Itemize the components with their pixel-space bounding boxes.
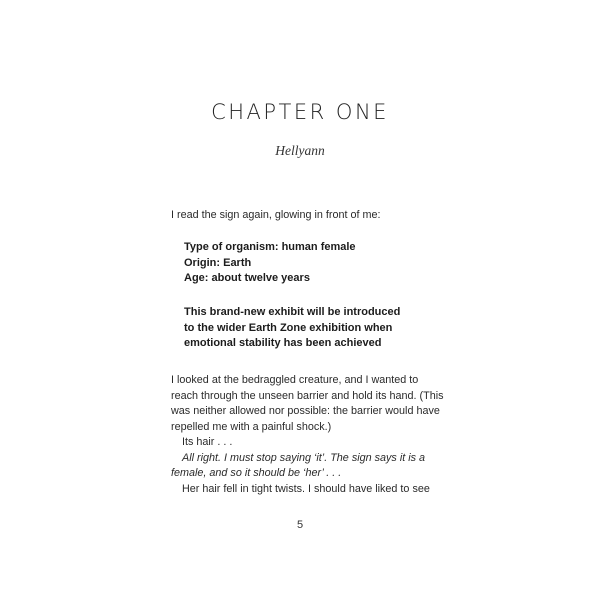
narrative-line: Her hair fell in tight twists. I should have liked to see	[182, 482, 430, 495]
sign-notice-line: emotional stability has been achieved	[184, 337, 382, 350]
narrative-line: female, and so it should be ‘her’ . . .	[171, 467, 342, 479]
narrative-line: Its hair . . .	[182, 436, 233, 448]
sign-notice-line: This brand-new exhibit will be introduced	[184, 306, 401, 318]
narrative-line: reach through the unseen barrier and hold its hand. (This	[171, 389, 444, 402]
narrative-line: repelled me with a painful shock.)	[171, 420, 332, 433]
chapter-title: CHAPTER ONE	[211, 100, 389, 124]
sign-specs	[184, 240, 444, 287]
narrative-text	[171, 373, 444, 497]
narrative-line: I looked at the bedraggled creature, and I wanted to	[171, 374, 419, 386]
sign-spec-line: Origin: Earth	[184, 256, 252, 269]
intro-paragraph: I read the sign again, glowing in front of me:	[171, 209, 381, 221]
sign-notice	[184, 305, 444, 352]
sign-spec-line: Age: about twelve years	[184, 272, 310, 285]
page-number: 5	[296, 519, 304, 531]
narrative-line: was neither allowed nor possible: the barrier would have	[171, 405, 440, 417]
sign-spec-line: Type of organism: human female	[184, 241, 356, 253]
chapter-subtitle: Hellyann	[275, 143, 325, 158]
sign-notice-line: to the wider Earth Zone exhibition when	[184, 321, 393, 334]
narrative-line: All right. I must stop saying ‘it’. The sign says it is a	[182, 451, 426, 464]
